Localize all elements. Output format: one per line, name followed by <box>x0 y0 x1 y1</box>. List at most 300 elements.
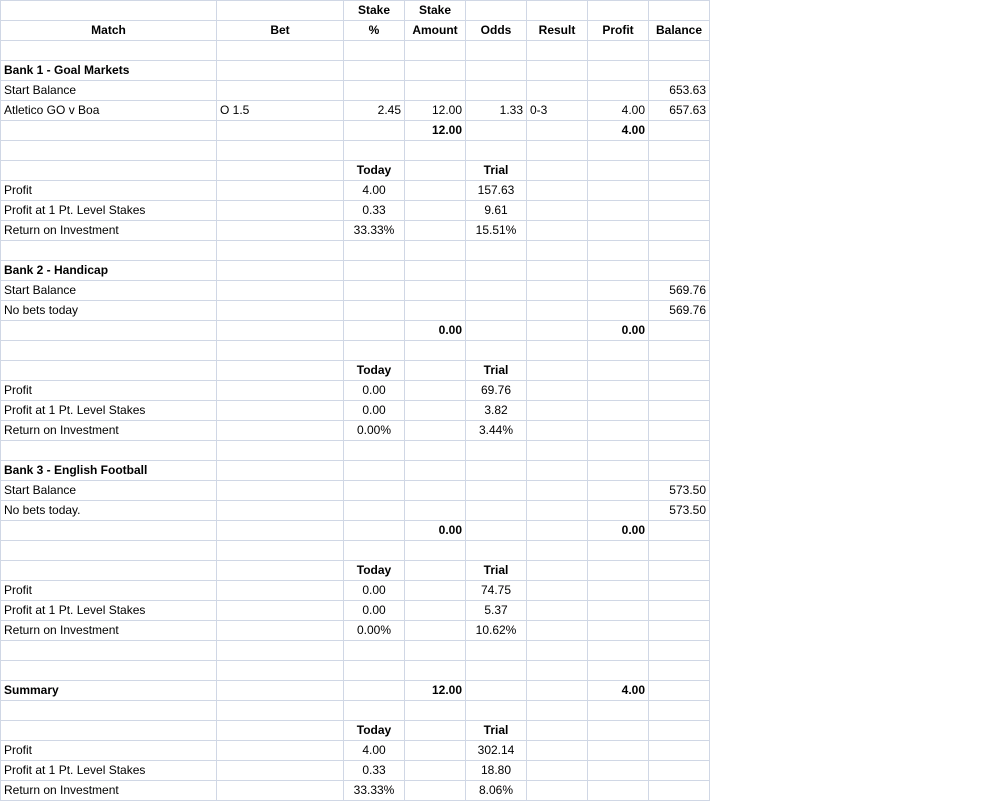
cell[interactable] <box>588 601 649 621</box>
cell[interactable] <box>588 81 649 101</box>
cell[interactable] <box>1 241 217 261</box>
cell[interactable]: Start Balance <box>1 281 217 301</box>
cell[interactable]: Bank 2 - Handicap <box>1 261 217 281</box>
cell[interactable] <box>588 401 649 421</box>
cell[interactable] <box>1 541 217 561</box>
cell[interactable] <box>466 461 527 481</box>
cell[interactable] <box>344 681 405 701</box>
cell[interactable]: Profit at 1 Pt. Level Stakes <box>1 761 217 781</box>
header-cell[interactable]: Result <box>527 21 588 41</box>
cell[interactable] <box>217 141 344 161</box>
cell[interactable] <box>588 501 649 521</box>
cell[interactable] <box>466 81 527 101</box>
cell[interactable] <box>217 541 344 561</box>
cell[interactable]: Start Balance <box>1 481 217 501</box>
cell[interactable] <box>649 621 710 641</box>
cell[interactable] <box>649 561 710 581</box>
cell[interactable] <box>405 661 466 681</box>
cell[interactable] <box>649 701 710 721</box>
cell[interactable] <box>649 721 710 741</box>
cell[interactable] <box>217 441 344 461</box>
cell[interactable] <box>405 281 466 301</box>
cell[interactable] <box>588 161 649 181</box>
cell[interactable] <box>649 601 710 621</box>
cell[interactable] <box>527 441 588 461</box>
cell[interactable] <box>649 741 710 761</box>
cell[interactable]: Profit <box>1 181 217 201</box>
header-cell[interactable]: Stake <box>405 1 466 21</box>
cell[interactable] <box>527 41 588 61</box>
cell[interactable] <box>527 121 588 141</box>
header-cell[interactable] <box>466 1 527 21</box>
cell[interactable] <box>405 141 466 161</box>
cell[interactable]: 0-3 <box>527 101 588 121</box>
cell[interactable] <box>217 421 344 441</box>
cell[interactable] <box>649 241 710 261</box>
cell[interactable]: Summary <box>1 681 217 701</box>
cell[interactable]: 0.00 <box>588 521 649 541</box>
cell[interactable] <box>649 161 710 181</box>
cell[interactable] <box>405 41 466 61</box>
cell[interactable] <box>217 341 344 361</box>
cell[interactable] <box>217 221 344 241</box>
cell[interactable] <box>405 401 466 421</box>
cell[interactable] <box>1 521 217 541</box>
cell[interactable]: Trial <box>466 721 527 741</box>
cell[interactable] <box>527 341 588 361</box>
cell[interactable] <box>649 661 710 681</box>
header-cell[interactable]: Match <box>1 21 217 41</box>
cell[interactable] <box>588 141 649 161</box>
cell[interactable]: 4.00 <box>588 101 649 121</box>
header-cell[interactable]: Amount <box>405 21 466 41</box>
cell[interactable]: No bets today. <box>1 501 217 521</box>
cell[interactable] <box>344 281 405 301</box>
cell[interactable] <box>649 461 710 481</box>
cell[interactable] <box>405 701 466 721</box>
cell[interactable]: 12.00 <box>405 681 466 701</box>
cell[interactable] <box>217 361 344 381</box>
cell[interactable]: 12.00 <box>405 101 466 121</box>
header-cell[interactable]: Stake <box>344 1 405 21</box>
cell[interactable]: Return on Investment <box>1 221 217 241</box>
cell[interactable] <box>527 561 588 581</box>
cell[interactable]: 0.33 <box>344 201 405 221</box>
cell[interactable]: Today <box>344 361 405 381</box>
cell[interactable] <box>217 201 344 221</box>
cell[interactable] <box>344 501 405 521</box>
cell[interactable] <box>344 341 405 361</box>
cell[interactable]: 0.00 <box>405 321 466 341</box>
cell[interactable] <box>527 741 588 761</box>
cell[interactable] <box>527 521 588 541</box>
cell[interactable] <box>344 441 405 461</box>
cell[interactable] <box>405 781 466 801</box>
cell[interactable]: 569.76 <box>649 281 710 301</box>
cell[interactable] <box>527 81 588 101</box>
cell[interactable] <box>344 541 405 561</box>
cell[interactable] <box>217 721 344 741</box>
cell[interactable] <box>649 41 710 61</box>
cell[interactable] <box>649 361 710 381</box>
cell[interactable] <box>405 641 466 661</box>
cell[interactable] <box>405 241 466 261</box>
header-cell[interactable]: Odds <box>466 21 527 41</box>
cell[interactable]: 0.00 <box>344 381 405 401</box>
cell[interactable] <box>466 341 527 361</box>
cell[interactable] <box>649 521 710 541</box>
cell[interactable] <box>405 721 466 741</box>
header-cell[interactable]: % <box>344 21 405 41</box>
cell[interactable]: 3.44% <box>466 421 527 441</box>
cell[interactable] <box>588 41 649 61</box>
cell[interactable] <box>217 461 344 481</box>
cell[interactable] <box>527 381 588 401</box>
cell[interactable] <box>466 661 527 681</box>
cell[interactable] <box>405 761 466 781</box>
cell[interactable]: Today <box>344 561 405 581</box>
cell[interactable] <box>588 381 649 401</box>
cell[interactable] <box>344 641 405 661</box>
cell[interactable] <box>405 481 466 501</box>
cell[interactable] <box>344 521 405 541</box>
cell[interactable]: 157.63 <box>466 181 527 201</box>
cell[interactable]: 0.00% <box>344 421 405 441</box>
cell[interactable] <box>405 461 466 481</box>
cell[interactable] <box>217 301 344 321</box>
cell[interactable] <box>649 341 710 361</box>
cell[interactable] <box>588 441 649 461</box>
cell[interactable] <box>405 81 466 101</box>
cell[interactable]: 0.00 <box>405 521 466 541</box>
cell[interactable] <box>527 621 588 641</box>
cell[interactable] <box>527 421 588 441</box>
cell[interactable] <box>405 621 466 641</box>
cell[interactable] <box>527 541 588 561</box>
cell[interactable] <box>466 121 527 141</box>
cell[interactable] <box>588 621 649 641</box>
cell[interactable]: 573.50 <box>649 501 710 521</box>
cell[interactable] <box>588 581 649 601</box>
cell[interactable]: 2.45 <box>344 101 405 121</box>
cell[interactable] <box>527 321 588 341</box>
cell[interactable] <box>217 481 344 501</box>
cell[interactable]: 3.82 <box>466 401 527 421</box>
cell[interactable] <box>1 321 217 341</box>
cell[interactable] <box>466 41 527 61</box>
cell[interactable]: 5.37 <box>466 601 527 621</box>
cell[interactable] <box>1 41 217 61</box>
cell[interactable] <box>527 681 588 701</box>
cell[interactable] <box>217 321 344 341</box>
cell[interactable]: Profit <box>1 381 217 401</box>
cell[interactable]: Trial <box>466 161 527 181</box>
cell[interactable]: 69.76 <box>466 381 527 401</box>
cell[interactable]: 4.00 <box>344 741 405 761</box>
cell[interactable] <box>527 281 588 301</box>
cell[interactable]: Atletico GO v Boa <box>1 101 217 121</box>
cell[interactable] <box>344 81 405 101</box>
cell[interactable] <box>527 161 588 181</box>
cell[interactable]: 15.51% <box>466 221 527 241</box>
cell[interactable] <box>1 661 217 681</box>
cell[interactable]: 0.00 <box>344 601 405 621</box>
cell[interactable] <box>527 641 588 661</box>
cell[interactable] <box>588 461 649 481</box>
cell[interactable] <box>588 421 649 441</box>
header-cell[interactable]: Bet <box>217 21 344 41</box>
cell[interactable]: 18.80 <box>466 761 527 781</box>
cell[interactable]: Profit <box>1 581 217 601</box>
cell[interactable] <box>1 341 217 361</box>
cell[interactable] <box>217 161 344 181</box>
cell[interactable] <box>1 161 217 181</box>
cell[interactable] <box>466 281 527 301</box>
cell[interactable]: 0.33 <box>344 761 405 781</box>
cell[interactable] <box>527 241 588 261</box>
cell[interactable]: 10.62% <box>466 621 527 641</box>
cell[interactable]: 0.00 <box>344 401 405 421</box>
cell[interactable]: 0.00 <box>344 581 405 601</box>
cell[interactable] <box>1 721 217 741</box>
cell[interactable]: 4.00 <box>588 121 649 141</box>
cell[interactable] <box>217 781 344 801</box>
cell[interactable] <box>344 661 405 681</box>
cell[interactable] <box>588 661 649 681</box>
cell[interactable]: 9.61 <box>466 201 527 221</box>
cell[interactable] <box>527 201 588 221</box>
cell[interactable] <box>649 541 710 561</box>
cell[interactable]: Profit at 1 Pt. Level Stakes <box>1 201 217 221</box>
cell[interactable] <box>466 641 527 661</box>
cell[interactable] <box>466 521 527 541</box>
cell[interactable]: 573.50 <box>649 481 710 501</box>
cell[interactable]: 302.14 <box>466 741 527 761</box>
cell[interactable] <box>527 501 588 521</box>
header-cell[interactable] <box>527 1 588 21</box>
cell[interactable] <box>1 641 217 661</box>
cell[interactable] <box>588 221 649 241</box>
cell[interactable] <box>588 341 649 361</box>
cell[interactable] <box>1 141 217 161</box>
cell[interactable]: Return on Investment <box>1 621 217 641</box>
cell[interactable] <box>527 761 588 781</box>
cell[interactable] <box>649 421 710 441</box>
cell[interactable] <box>1 701 217 721</box>
cell[interactable] <box>588 641 649 661</box>
cell[interactable]: Profit <box>1 741 217 761</box>
cell[interactable]: 0.00 <box>588 321 649 341</box>
header-cell[interactable] <box>649 1 710 21</box>
cell[interactable] <box>588 61 649 81</box>
cell[interactable]: Today <box>344 721 405 741</box>
cell[interactable] <box>649 201 710 221</box>
cell[interactable] <box>588 541 649 561</box>
cell[interactable] <box>527 721 588 741</box>
cell[interactable]: 0.00% <box>344 621 405 641</box>
cell[interactable] <box>217 701 344 721</box>
cell[interactable]: 12.00 <box>405 121 466 141</box>
header-cell[interactable] <box>1 1 217 21</box>
cell[interactable] <box>217 581 344 601</box>
cell[interactable] <box>344 461 405 481</box>
header-cell[interactable] <box>217 1 344 21</box>
cell[interactable]: 33.33% <box>344 221 405 241</box>
cell[interactable] <box>588 761 649 781</box>
cell[interactable] <box>344 41 405 61</box>
cell[interactable] <box>344 61 405 81</box>
cell[interactable] <box>405 161 466 181</box>
cell[interactable] <box>527 301 588 321</box>
cell[interactable]: Profit at 1 Pt. Level Stakes <box>1 601 217 621</box>
cell[interactable] <box>649 181 710 201</box>
cell[interactable] <box>527 361 588 381</box>
cell[interactable] <box>1 121 217 141</box>
cell[interactable]: 569.76 <box>649 301 710 321</box>
cell[interactable] <box>217 641 344 661</box>
cell[interactable] <box>466 481 527 501</box>
cell[interactable] <box>405 601 466 621</box>
cell[interactable] <box>588 561 649 581</box>
cell[interactable] <box>588 781 649 801</box>
cell[interactable] <box>527 781 588 801</box>
header-cell[interactable]: Balance <box>649 21 710 41</box>
cell[interactable] <box>344 481 405 501</box>
cell[interactable]: 1.33 <box>466 101 527 121</box>
cell[interactable] <box>217 661 344 681</box>
cell[interactable] <box>649 401 710 421</box>
cell[interactable] <box>217 561 344 581</box>
cell[interactable] <box>649 781 710 801</box>
cell[interactable] <box>405 381 466 401</box>
cell[interactable] <box>217 601 344 621</box>
cell[interactable] <box>217 681 344 701</box>
cell[interactable] <box>405 581 466 601</box>
cell[interactable] <box>588 721 649 741</box>
cell[interactable] <box>649 261 710 281</box>
cell[interactable] <box>405 261 466 281</box>
cell[interactable] <box>466 541 527 561</box>
cell[interactable] <box>588 741 649 761</box>
cell[interactable] <box>405 301 466 321</box>
cell[interactable]: Return on Investment <box>1 421 217 441</box>
cell[interactable] <box>466 241 527 261</box>
cell[interactable] <box>405 61 466 81</box>
cell[interactable] <box>217 81 344 101</box>
cell[interactable] <box>466 681 527 701</box>
cell[interactable] <box>466 61 527 81</box>
cell[interactable]: Bank 3 - English Football <box>1 461 217 481</box>
cell[interactable]: 8.06% <box>466 781 527 801</box>
cell[interactable] <box>649 761 710 781</box>
header-cell[interactable]: Profit <box>588 21 649 41</box>
cell[interactable] <box>405 221 466 241</box>
cell[interactable] <box>588 481 649 501</box>
cell[interactable] <box>588 201 649 221</box>
cell[interactable]: 33.33% <box>344 781 405 801</box>
cell[interactable] <box>217 621 344 641</box>
cell[interactable] <box>466 441 527 461</box>
cell[interactable] <box>405 441 466 461</box>
cell[interactable] <box>405 181 466 201</box>
cell[interactable] <box>466 321 527 341</box>
cell[interactable] <box>217 241 344 261</box>
cell[interactable]: Profit at 1 Pt. Level Stakes <box>1 401 217 421</box>
cell[interactable] <box>588 241 649 261</box>
cell[interactable] <box>217 61 344 81</box>
cell[interactable] <box>405 341 466 361</box>
cell[interactable] <box>527 261 588 281</box>
cell[interactable] <box>217 381 344 401</box>
cell[interactable] <box>217 401 344 421</box>
cell[interactable] <box>527 181 588 201</box>
cell[interactable] <box>405 421 466 441</box>
header-cell[interactable] <box>588 1 649 21</box>
cell[interactable]: 74.75 <box>466 581 527 601</box>
cell[interactable] <box>588 361 649 381</box>
cell[interactable] <box>405 561 466 581</box>
cell[interactable]: Bank 1 - Goal Markets <box>1 61 217 81</box>
cell[interactable] <box>217 261 344 281</box>
cell[interactable]: 4.00 <box>344 181 405 201</box>
cell[interactable] <box>588 181 649 201</box>
cell[interactable] <box>649 681 710 701</box>
cell[interactable] <box>527 141 588 161</box>
cell[interactable]: Start Balance <box>1 81 217 101</box>
cell[interactable]: Return on Investment <box>1 781 217 801</box>
cell[interactable] <box>217 121 344 141</box>
cell[interactable]: Today <box>344 161 405 181</box>
cell[interactable]: Trial <box>466 561 527 581</box>
cell[interactable] <box>527 661 588 681</box>
cell[interactable] <box>527 581 588 601</box>
cell[interactable]: 653.63 <box>649 81 710 101</box>
cell[interactable] <box>217 181 344 201</box>
cell[interactable] <box>649 321 710 341</box>
cell[interactable] <box>217 41 344 61</box>
cell[interactable] <box>649 581 710 601</box>
cell[interactable] <box>217 501 344 521</box>
cell[interactable] <box>405 501 466 521</box>
cell[interactable] <box>588 261 649 281</box>
cell[interactable] <box>405 541 466 561</box>
cell[interactable] <box>344 321 405 341</box>
cell[interactable] <box>527 601 588 621</box>
cell[interactable] <box>405 201 466 221</box>
cell[interactable] <box>649 441 710 461</box>
cell[interactable] <box>527 481 588 501</box>
cell[interactable] <box>649 221 710 241</box>
cell[interactable] <box>527 701 588 721</box>
cell[interactable] <box>527 461 588 481</box>
cell[interactable] <box>649 141 710 161</box>
cell[interactable] <box>588 701 649 721</box>
cell[interactable] <box>466 261 527 281</box>
cell[interactable] <box>217 741 344 761</box>
cell[interactable] <box>588 281 649 301</box>
cell[interactable] <box>649 121 710 141</box>
cell[interactable] <box>466 301 527 321</box>
cell[interactable]: 657.63 <box>649 101 710 121</box>
cell[interactable]: No bets today <box>1 301 217 321</box>
cell[interactable] <box>344 121 405 141</box>
cell[interactable] <box>649 61 710 81</box>
cell[interactable] <box>344 301 405 321</box>
cell[interactable]: Trial <box>466 361 527 381</box>
cell[interactable]: 4.00 <box>588 681 649 701</box>
cell[interactable] <box>1 561 217 581</box>
cell[interactable] <box>527 61 588 81</box>
